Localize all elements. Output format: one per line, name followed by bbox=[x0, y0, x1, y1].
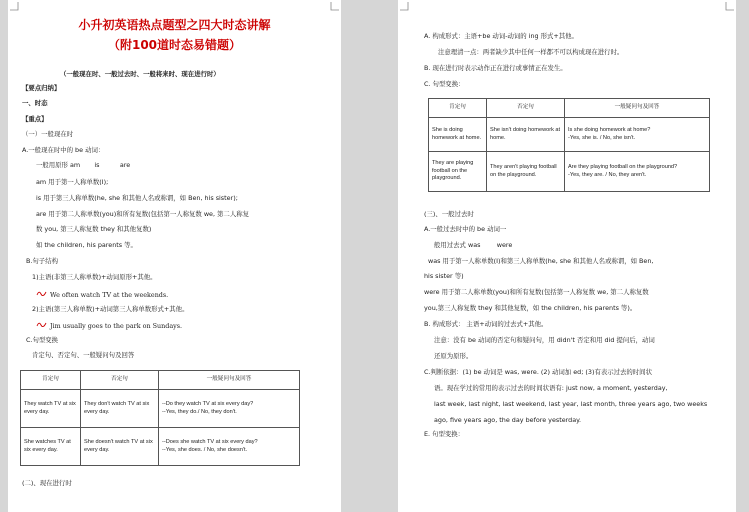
table-cell: --Do they watch TV at six every day? --Yes, they do./ No, they don't. bbox=[159, 390, 300, 428]
heading-simple-past: (三)、一般过去时 bbox=[424, 210, 474, 218]
table-present-continuous bbox=[428, 98, 710, 192]
tense-subtitle: （一般现在时、一般过去时、一般将来时、现在进行时） bbox=[60, 70, 220, 78]
table-header-row bbox=[429, 99, 710, 118]
table-row bbox=[21, 428, 300, 466]
table-header: 肯定句 bbox=[21, 371, 81, 390]
text-past-be-forms: 般用过去式 was were bbox=[434, 241, 513, 249]
text-are-3: 如 the children, his parents 等。 bbox=[36, 241, 137, 249]
text-sentence-structure: B.句子结构 bbox=[26, 257, 58, 265]
table-cell: She watches TV at six every day. bbox=[21, 428, 81, 466]
text-continuous-meaning: B. 现在进行时表示动作正在进行或事情正在发生。 bbox=[424, 64, 567, 72]
table-header: 一般疑问句及回答 bbox=[159, 371, 300, 390]
text-past-basis-3: last week, last night, last weekend, last year, last month, three years ago, two weeks bbox=[434, 400, 708, 408]
example-structure-2: Jim usually goes to the park on Sundays. bbox=[36, 320, 182, 330]
table-row bbox=[21, 390, 300, 428]
text-be-verb: A.一般现在时中的 be 动词： bbox=[22, 146, 105, 154]
table-header: 肯定句 bbox=[429, 99, 487, 118]
text-are-2: 数 you, 第三人称复数 they 和其他复数) bbox=[36, 225, 152, 233]
document-page-right bbox=[398, 0, 736, 512]
table-cell: She doesn't watch TV at six every day. bbox=[81, 428, 159, 466]
document-title-sub: （附100道时态易错题） bbox=[107, 38, 242, 52]
example-structure-1: We often watch TV at the weekends. bbox=[36, 289, 168, 299]
text-continuous-transform: C. 句型变换： bbox=[424, 80, 465, 88]
text-am: am 用于第一人称单数(I); bbox=[36, 178, 109, 186]
table-row bbox=[429, 118, 710, 152]
section-focus: 【重点】 bbox=[22, 115, 48, 123]
table-simple-present bbox=[20, 370, 300, 466]
example-mark-icon bbox=[36, 320, 48, 328]
text-structure-1: 1)主语(非第三人称单数)+动词原形+其他。 bbox=[32, 273, 157, 281]
page-corner-mark bbox=[10, 2, 19, 11]
table-row bbox=[429, 152, 710, 192]
table-cell: Is she doing homework at home? -Yes, she is. / No, she isn't. bbox=[565, 118, 710, 152]
table-cell: They don't watch TV at six every day. bbox=[81, 390, 159, 428]
table-header-row bbox=[21, 371, 300, 390]
text-structure-2: 2)主语(第三人称单数)+动词第三人称单数形式+其他。 bbox=[32, 305, 189, 313]
table-cell: She is doing homework at home. bbox=[429, 118, 487, 152]
text-were-2: you,第三人称复数 they 和其他复数，如 the children, his parents 等)。 bbox=[424, 304, 637, 312]
text-past-transform: E. 句型变换： bbox=[424, 430, 465, 438]
text-past-basis-1: C.判断依据：(1) be 动词是 was, were. (2) 动词加 ed; (3)有表示过去的时间状 bbox=[424, 368, 652, 376]
table-header: 否定句 bbox=[487, 99, 565, 118]
document-page-left bbox=[8, 0, 341, 512]
text-past-be-verb: A.一般过去时中的 be 动词一 bbox=[424, 225, 507, 233]
text-be-forms: 一般用原形 am is are bbox=[36, 161, 131, 169]
heading-simple-present: （一）一般现在时 bbox=[22, 130, 74, 138]
text-continuous-form: A. 构成形式：主语+be 动词-动词的 ing 形式+其他。 bbox=[424, 32, 578, 40]
page-corner-mark bbox=[330, 2, 339, 11]
section-key-points: 【要点归纳】 bbox=[22, 84, 61, 92]
section-tense: 一、时态 bbox=[22, 99, 48, 107]
text-was-1: was 用于第一人称单数(I)和第三人称单数(he, she 和其他人名或称谓，如 Ben, bbox=[428, 257, 654, 265]
table-cell: They are playing football on the playground. bbox=[429, 152, 487, 192]
heading-present-continuous: (二)、现在进行时 bbox=[22, 479, 72, 487]
text-past-basis-4: ago, five years ago, the day before yesterday. bbox=[434, 416, 582, 424]
table-cell: They aren't playing football on the playground. bbox=[487, 152, 565, 192]
text-past-form: B. 构成形式： 主语+动词的过去式+其他。 bbox=[424, 320, 548, 328]
table-header: 否定句 bbox=[81, 371, 159, 390]
page-corner-mark bbox=[725, 2, 734, 11]
table-header: 一般疑问句及回答 bbox=[565, 99, 710, 118]
text-past-note-2: 还原为原形。 bbox=[434, 352, 473, 360]
table-cell: She isn't doing homework at home. bbox=[487, 118, 565, 152]
table-cell: Are they playing football on the playground? -Yes, they are. / No, they aren't. bbox=[565, 152, 710, 192]
text-was-2: his sister 等) bbox=[424, 272, 464, 280]
text-is: is 用于第三人称单数(he, she 和其他人名或称谓，如 Ben, his sister); bbox=[36, 194, 238, 202]
table-cell: --Does she watch TV at six every day? --Yes, she does. / No, she doesn't. bbox=[159, 428, 300, 466]
text-sentence-transform: C.句型变换 bbox=[26, 336, 59, 344]
table-cell: They watch TV at six every day. bbox=[21, 390, 81, 428]
example-mark-icon bbox=[36, 289, 48, 297]
text-past-basis-2: 语。现在学过的常用的表示过去的时间状语有: just now, a moment, yesterday, bbox=[434, 384, 668, 392]
text-were-1: were 用于第二人称单数(you)和所有复数(包括第一人称复数 we, 第二人称复数 bbox=[424, 288, 649, 296]
text-are-1: are 用于第二人称单数(you)和所有复数(包括第一人称复数 we, 第二人称复 bbox=[36, 210, 249, 218]
document-title: 小升初英语热点题型之四大时态讲解 bbox=[78, 18, 271, 32]
page-corner-mark bbox=[400, 2, 409, 11]
text-past-note-1: 注意：没有 be 动词的否定句和疑问句，用 didn't 否定和用 did 提问后，动词 bbox=[434, 336, 655, 344]
text-continuous-note: 注意理清一点：两者缺少其中任何一样都不可以构成现在进行时。 bbox=[438, 48, 624, 56]
text-sentence-types: 肯定句、否定句、一般疑问句及回答 bbox=[32, 351, 135, 359]
